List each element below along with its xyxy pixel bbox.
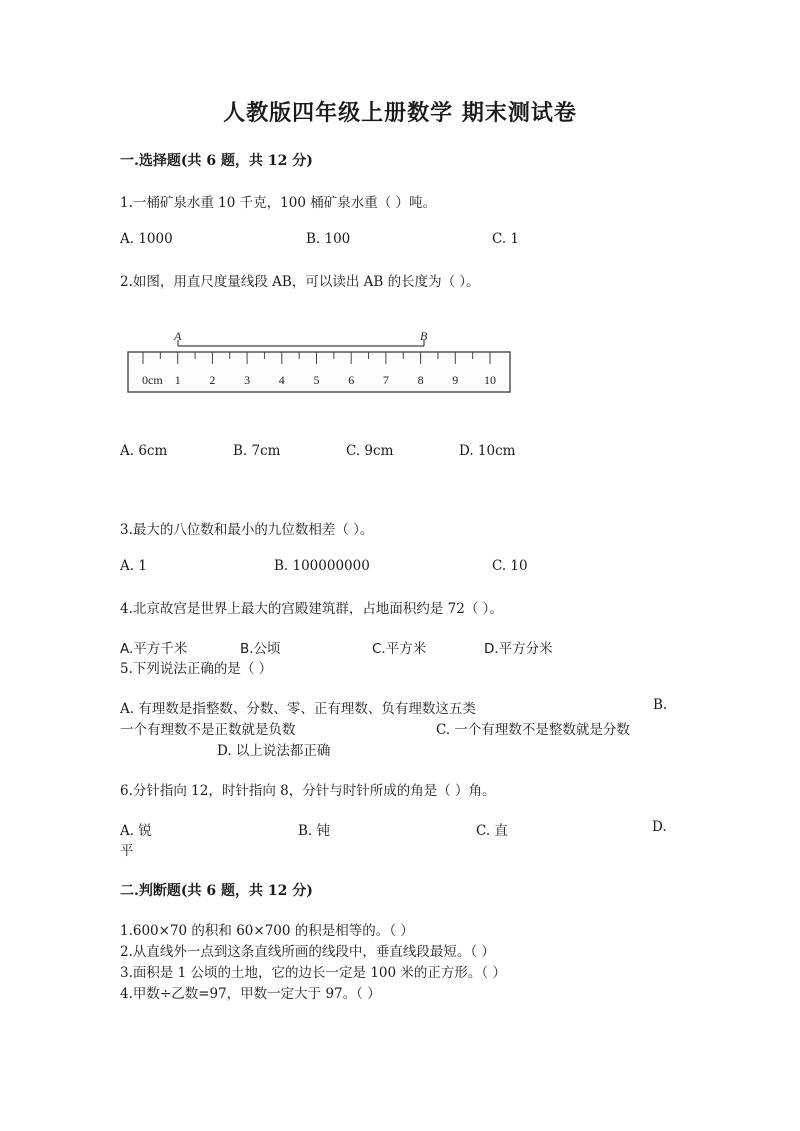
q2-option-b: B. 7cm	[233, 443, 281, 459]
ruler-tick-label: 9	[452, 373, 459, 387]
q4-option-c: C.平方米	[372, 641, 427, 657]
ruler-tick-label: 5	[313, 373, 320, 387]
q5-option-b-text: 一个有理数不是正数就是负数	[120, 722, 296, 738]
q5-option-a: A. 有理数是指整数、分数、零、正有理数、负有理数这五类	[120, 701, 476, 717]
judge-item-3: 3.面积是 1 公顷的土地，它的边长一定是 100 米的正方形。（ ）	[120, 965, 506, 981]
ruler-tick-label: 6	[348, 373, 355, 387]
section-header-choice: 一.选择题(共 6 题，共 12 分)	[120, 153, 313, 169]
label-b: B	[420, 329, 428, 343]
q2-option-a: A. 6cm	[120, 443, 168, 459]
q3-option-c: C. 10	[492, 558, 528, 574]
ruler-svg	[124, 318, 514, 398]
q2-option-c: C. 9cm	[346, 443, 394, 459]
ruler-tick-label: 8	[417, 373, 424, 387]
ruler-tick-label: 4	[278, 373, 285, 387]
question-2: 2.如图，用直尺度量线段 AB，可以读出 AB 的长度为（ ）。	[120, 274, 480, 290]
question-1: 1.一桶矿泉水重 10 千克，100 桶矿泉水重（ ）吨。	[120, 195, 436, 211]
question-5: 5.下列说法正确的是（ ）	[120, 661, 273, 677]
q1-option-c: C. 1	[492, 231, 520, 247]
ruler-figure	[124, 318, 514, 402]
q5-option-c: C. 一个有理数不是整数就是分数	[436, 722, 630, 738]
ruler-tick-label: 7	[382, 373, 389, 387]
q5-option-d: D. 以上说法都正确	[217, 743, 331, 759]
q4-option-b: B.公顷	[240, 641, 281, 657]
question-4: 4.北京故宫是世界上最大的宫殿建筑群，占地面积约是 72（ ）。	[120, 601, 503, 617]
q4-option-d: D.平方分米	[484, 641, 553, 657]
judge-item-1: 1.600×70 的积和 60×700 的积是相等的。（ ）	[120, 923, 414, 939]
q6-option-c: C. 直	[476, 823, 508, 839]
q6-option-b: B. 钝	[298, 823, 331, 839]
ruler-tick-label: 10	[484, 373, 496, 387]
q6-option-d-wrap: 平	[120, 843, 134, 859]
judge-item-2: 2.从直线外一点到这条直线所画的线段中，垂直线段最短。（ ）	[120, 944, 495, 960]
question-3: 3.最大的八位数和最小的九位数相差（ ）。	[120, 522, 374, 538]
q6-option-d: D.	[652, 819, 667, 835]
ruler-tick-label: 3	[244, 373, 251, 387]
q1-option-a: A. 1000	[120, 231, 173, 247]
q1-option-b: B. 100	[306, 231, 351, 247]
question-6: 6.分针指向 12，时针指向 8，分针与时针所成的角是（ ）角。	[120, 783, 496, 799]
section-header-judge: 二.判断题(共 6 题，共 12 分)	[120, 883, 313, 899]
q6-option-a: A. 锐	[120, 823, 152, 839]
page-title: 人教版四年级上册数学 期末测试卷	[223, 100, 577, 126]
judge-item-4: 4.甲数÷乙数=97，甲数一定大于 97。（ ）	[120, 986, 381, 1002]
q5-option-b-letter: B.	[653, 697, 668, 713]
q3-option-a: A. 1	[120, 558, 147, 574]
q3-option-b: B. 100000000	[274, 558, 370, 574]
q2-option-d: D. 10cm	[459, 443, 516, 459]
q4-option-a: A.平方千米	[120, 641, 188, 657]
ruler-tick-label: 1	[174, 373, 181, 387]
ruler-tick-label: 2	[209, 373, 216, 387]
ruler-unit-label: 0cm	[142, 373, 163, 387]
label-a: A	[174, 329, 182, 343]
